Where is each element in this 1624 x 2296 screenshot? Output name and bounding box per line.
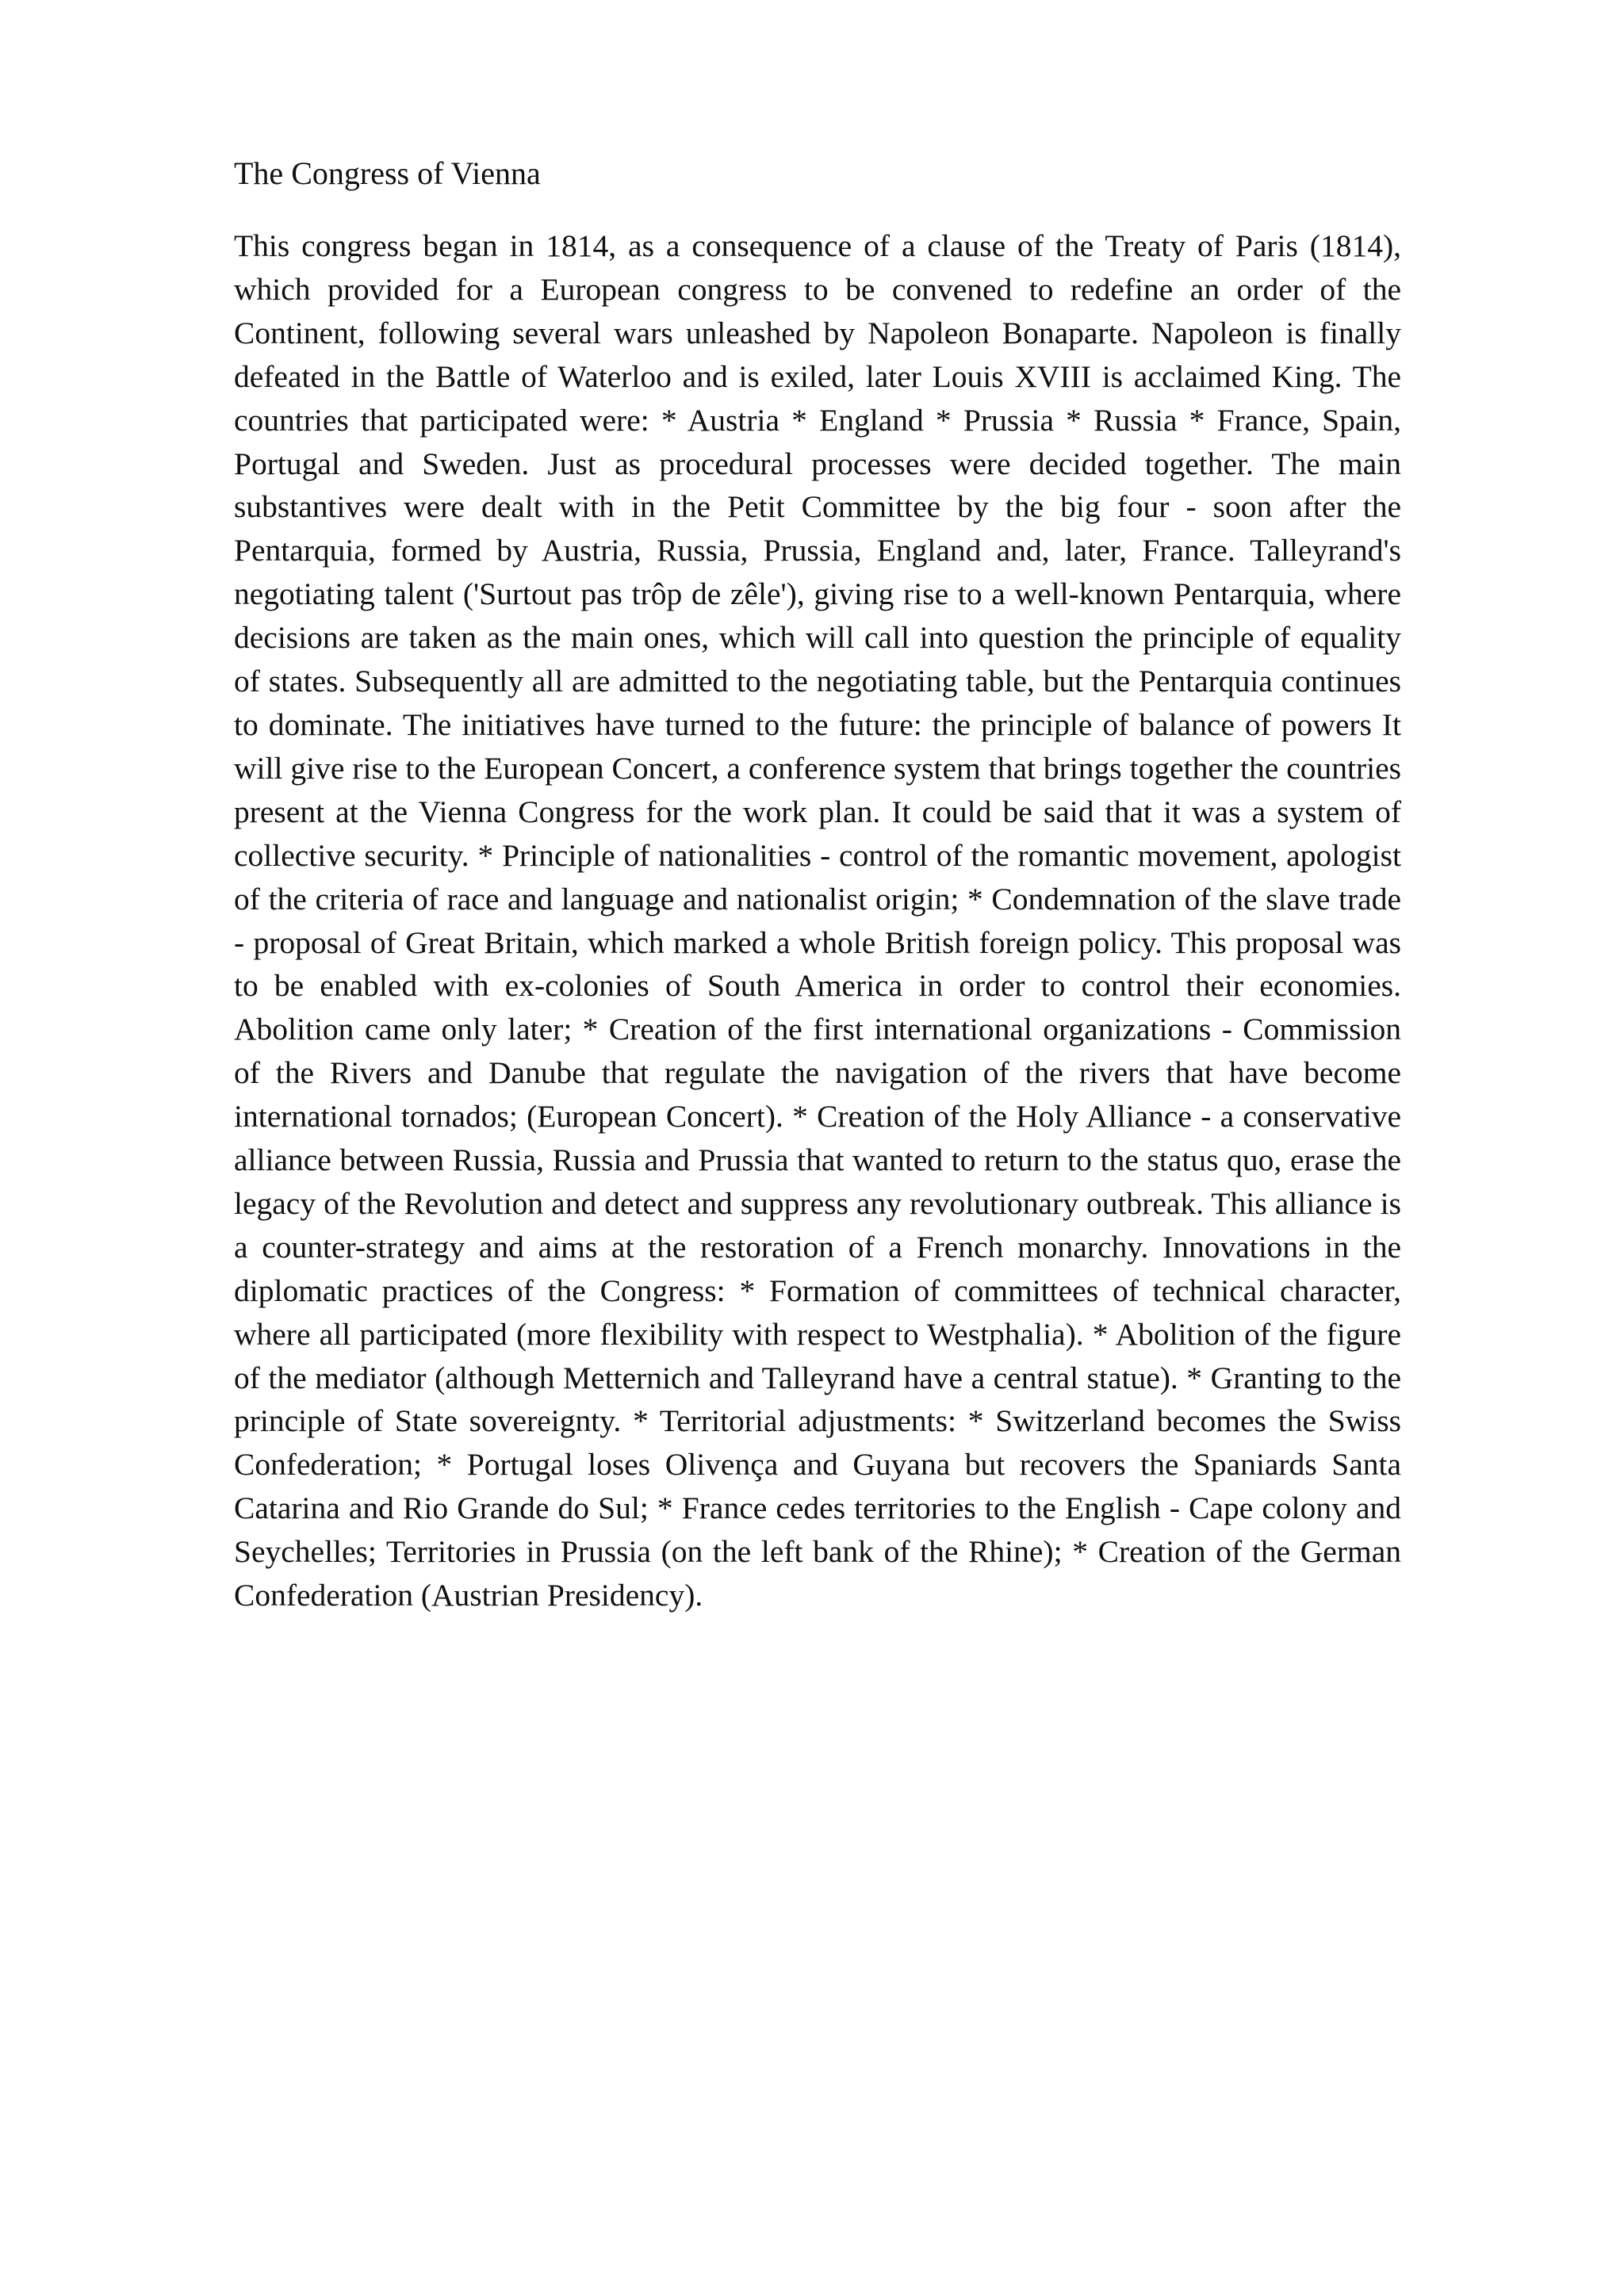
document-body-paragraph: This congress began in 1814, as a consequence of a clause of the Treaty of Paris (1814), which provided for a European congress to be convened to redefine an order of the Continent, following several wars unleashed by Napoleon Bonaparte. Napoleon is finally defeated in the Battle of Waterloo and is exiled, later Louis XVIII is acclaimed King. The countries that participated were: * Austria * England * Prussia * Russia * France, Spain, Portugal and Sweden. Just as procedural processes were decided together. The main substantives were dealt with in the Petit Committee by the big four - soon after the Pentarquia, formed by Austria, Russia, Prussia, England and, later, France. Talleyrand's negotiating talent ('Surtout pas trôp de zêle'), giving rise to a well-known Pentarquia, where decisions are taken as the main ones, which will call into question the principle of equality of states. Subsequently all are admitted to the negotiating table, but the Pentarquia continues to dominate. The initiatives have turned to the future: the principle of balance of powers It will give rise to the European Concert, a conference system that brings together the countries present at the Vienna Congress for the work plan. It could be said that it was a system of collective security. * Principle of nationalities - control of the romantic movement, apologist of the criteria of race and language and nationalist origin; * Condemnation of the slave trade - proposal of Great Britain, which marked a whole British foreign policy. This proposal was to be enabled with ex-colonies of South America in order to control their economies. Abolition came only later; * Creation of the first international organizations - Commission of the Rivers and Danube that regulate the navigation of the rivers that have become international tornados; (European Concert). * Creation of the Holy Alliance - a conservative alliance between Russia, Russia and Prussia that wanted to return to the status quo, erase the legacy of the Revolution and detect and suppress any revolutionary outbreak. This alliance is a counter-strategy and aims at the restoration of a French monarchy. Innovations in the diplomatic practices of the Congress: * Formation of committees of technical character, where all participated (more flexibility with respect to Westphalia). * Abolition of the figure of the mediator (although Metternich and Talleyrand have a central statue). * Granting to the principle of State sovereignty. * Territorial adjustments: * Switzerland becomes the Swiss Confederation; * Portugal loses Olivença and Guyana but recovers the Spaniards Santa Catarina and Rio Grande do Sul; * France cedes territories to the English - Cape colony and Seychelles; Territories in Prussia (on the left bank of the Rhine); * Creation of the German Confederation (Austrian Presidency). xyxy=(234,228,1401,1613)
document-title: The Congress of Vienna xyxy=(234,155,541,191)
